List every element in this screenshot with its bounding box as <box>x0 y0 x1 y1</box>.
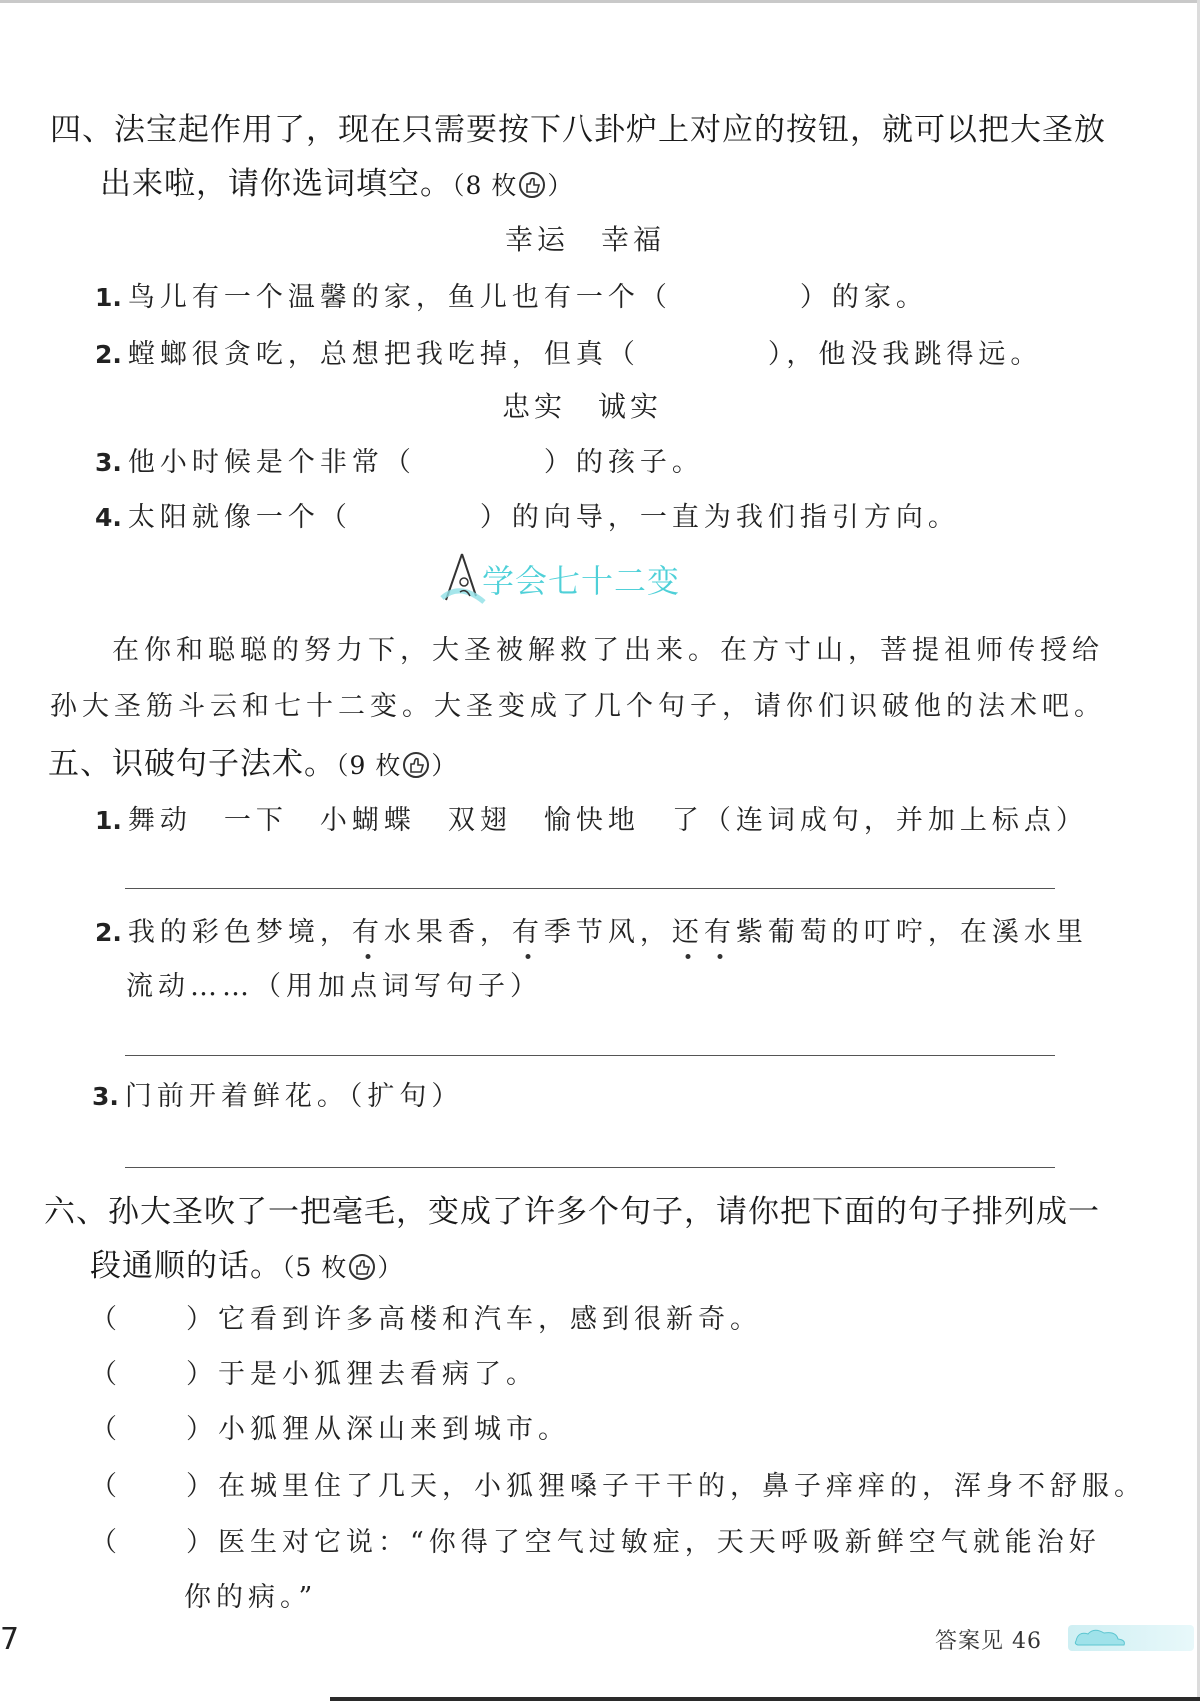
q1-text: 鸟儿有一个温馨的家，鱼儿也有一个（ ）的家。 <box>127 282 928 313</box>
emphasis-word-2: 有 <box>512 910 544 949</box>
section5-title-text: 五、识破句子法术。 <box>48 746 336 782</box>
section4-question-2 <box>95 332 1042 371</box>
emphasis-word-4: 有 <box>704 910 736 949</box>
section6-title-line1: 六、孙大圣吹了一把毫毛，变成了许多个句子，请你把下面的句子排列成一 <box>44 1194 1100 1230</box>
section4-question-3 <box>95 440 704 479</box>
section5-note-close: ） <box>431 751 458 780</box>
answer-line-3[interactable] <box>125 1167 1055 1168</box>
thumbs-up-icon <box>519 172 545 198</box>
thumbs-up-icon <box>349 1254 375 1280</box>
section6-note-close: ） <box>377 1253 404 1282</box>
section4-note <box>452 171 573 200</box>
emphasis-word-3: 还 <box>672 910 704 949</box>
section5-question-1 <box>95 798 1088 837</box>
section6-note <box>282 1253 403 1282</box>
section5-title <box>48 738 457 783</box>
intro-line2: 孙大圣筋斗云和七十二变。大圣变成了几个句子，请你们识破他的法术吧。 <box>50 691 1106 722</box>
section5-question-2 <box>95 910 1088 949</box>
s5-q2-number: 2. <box>95 918 122 947</box>
q3-text: 他小时候是个非常（ ）的孩子。 <box>127 447 704 478</box>
section4-question-4 <box>95 495 960 534</box>
answer-line-2[interactable] <box>125 1055 1055 1056</box>
page-number: 7 <box>0 1622 20 1657</box>
scan-edge-top <box>0 0 1200 3</box>
emphasis-word-1: 有 <box>352 910 384 949</box>
s5-q2-part-a: 我的彩色梦境， <box>127 917 352 948</box>
footer-decoration <box>1068 1625 1194 1651</box>
s5-q2-part-d: 紫葡萄的叮咛，在溪水里 <box>735 917 1088 948</box>
s5-q2-part-b: 水果香， <box>383 917 512 948</box>
q3-number: 3. <box>95 448 122 477</box>
q4-text: 太阳就像一个（ ）的向导，一直为我们指引方向。 <box>127 502 960 533</box>
s5-q2-part-c: 季节风， <box>543 917 672 948</box>
sentence-item-continuation: 你的病。” <box>184 1582 318 1613</box>
q4-number: 4. <box>95 503 122 532</box>
teacher-icon <box>440 552 486 606</box>
cloud-icon <box>1072 1625 1132 1651</box>
sentence-item[interactable]: （ ）医生对它说：“你得了空气过敏症，天天呼吸新鲜空气就能治好 <box>90 1527 1101 1558</box>
word-choices-2: 忠实 诚实 <box>502 390 663 423</box>
intro-line1: 在你和聪聪的努力下，大圣被解救了出来。在方寸山，菩提祖师传授给 <box>112 635 1104 666</box>
thumbs-up-icon <box>403 752 429 778</box>
q1-number: 1. <box>95 283 122 312</box>
section-banner <box>440 552 680 606</box>
sentence-item[interactable]: （ ）于是小狐狸去看病了。 <box>90 1359 538 1390</box>
sentence-item[interactable]: （ ）在城里住了几天，小狐狸嗓子干干的，鼻子痒痒的，浑身不舒服。 <box>90 1471 1146 1502</box>
sentence-item[interactable]: （ ）小狐狸从深山来到城市。 <box>90 1414 570 1445</box>
section6-note-open: （5 枚 <box>282 1253 348 1282</box>
section4-question-1 <box>95 275 928 314</box>
section5-question-2-line2: 流动……（用加点词写句子） <box>126 971 542 1002</box>
banner-title: 学会七十二变 <box>482 562 681 600</box>
s5-q3-text: 门前开着鲜花。（扩句） <box>124 1081 464 1112</box>
s5-q1-text: 舞动 一下 小蝴蝶 双翅 愉快地 了（连词成句，并加上标点） <box>127 805 1088 836</box>
answer-line-1[interactable] <box>125 888 1055 889</box>
section4-title-line2 <box>100 158 573 203</box>
section6-title-line2 <box>90 1240 403 1285</box>
section6-title-text: 段通顺的话。 <box>90 1248 282 1284</box>
section5-question-3 <box>92 1074 463 1113</box>
section5-note-open: （9 枚 <box>336 751 402 780</box>
section4-title-text: 出来啦，请你选词填空。 <box>100 166 452 202</box>
section5-note <box>336 751 457 780</box>
q2-text: 螳螂很贪吃，总想把我吃掉，但真（ ），他没我跳得远。 <box>127 339 1043 370</box>
q2-number: 2. <box>95 340 122 369</box>
s5-q3-number: 3. <box>92 1082 119 1111</box>
section4-note-close: ） <box>547 171 574 200</box>
section4-title-line1: 四、法宝起作用了，现在只需要按下八卦炉上对应的按钮，就可以把大圣放 <box>50 112 1106 148</box>
sentence-item[interactable]: （ ）它看到许多高楼和汽车，感到很新奇。 <box>90 1304 762 1335</box>
s5-q1-number: 1. <box>95 806 122 835</box>
section4-note-open: （8 枚 <box>452 171 518 200</box>
scan-edge-bottom <box>330 1697 1200 1701</box>
answer-reference: 答案见 46 <box>935 1629 1042 1654</box>
word-choices-1: 幸运 幸福 <box>505 223 666 256</box>
